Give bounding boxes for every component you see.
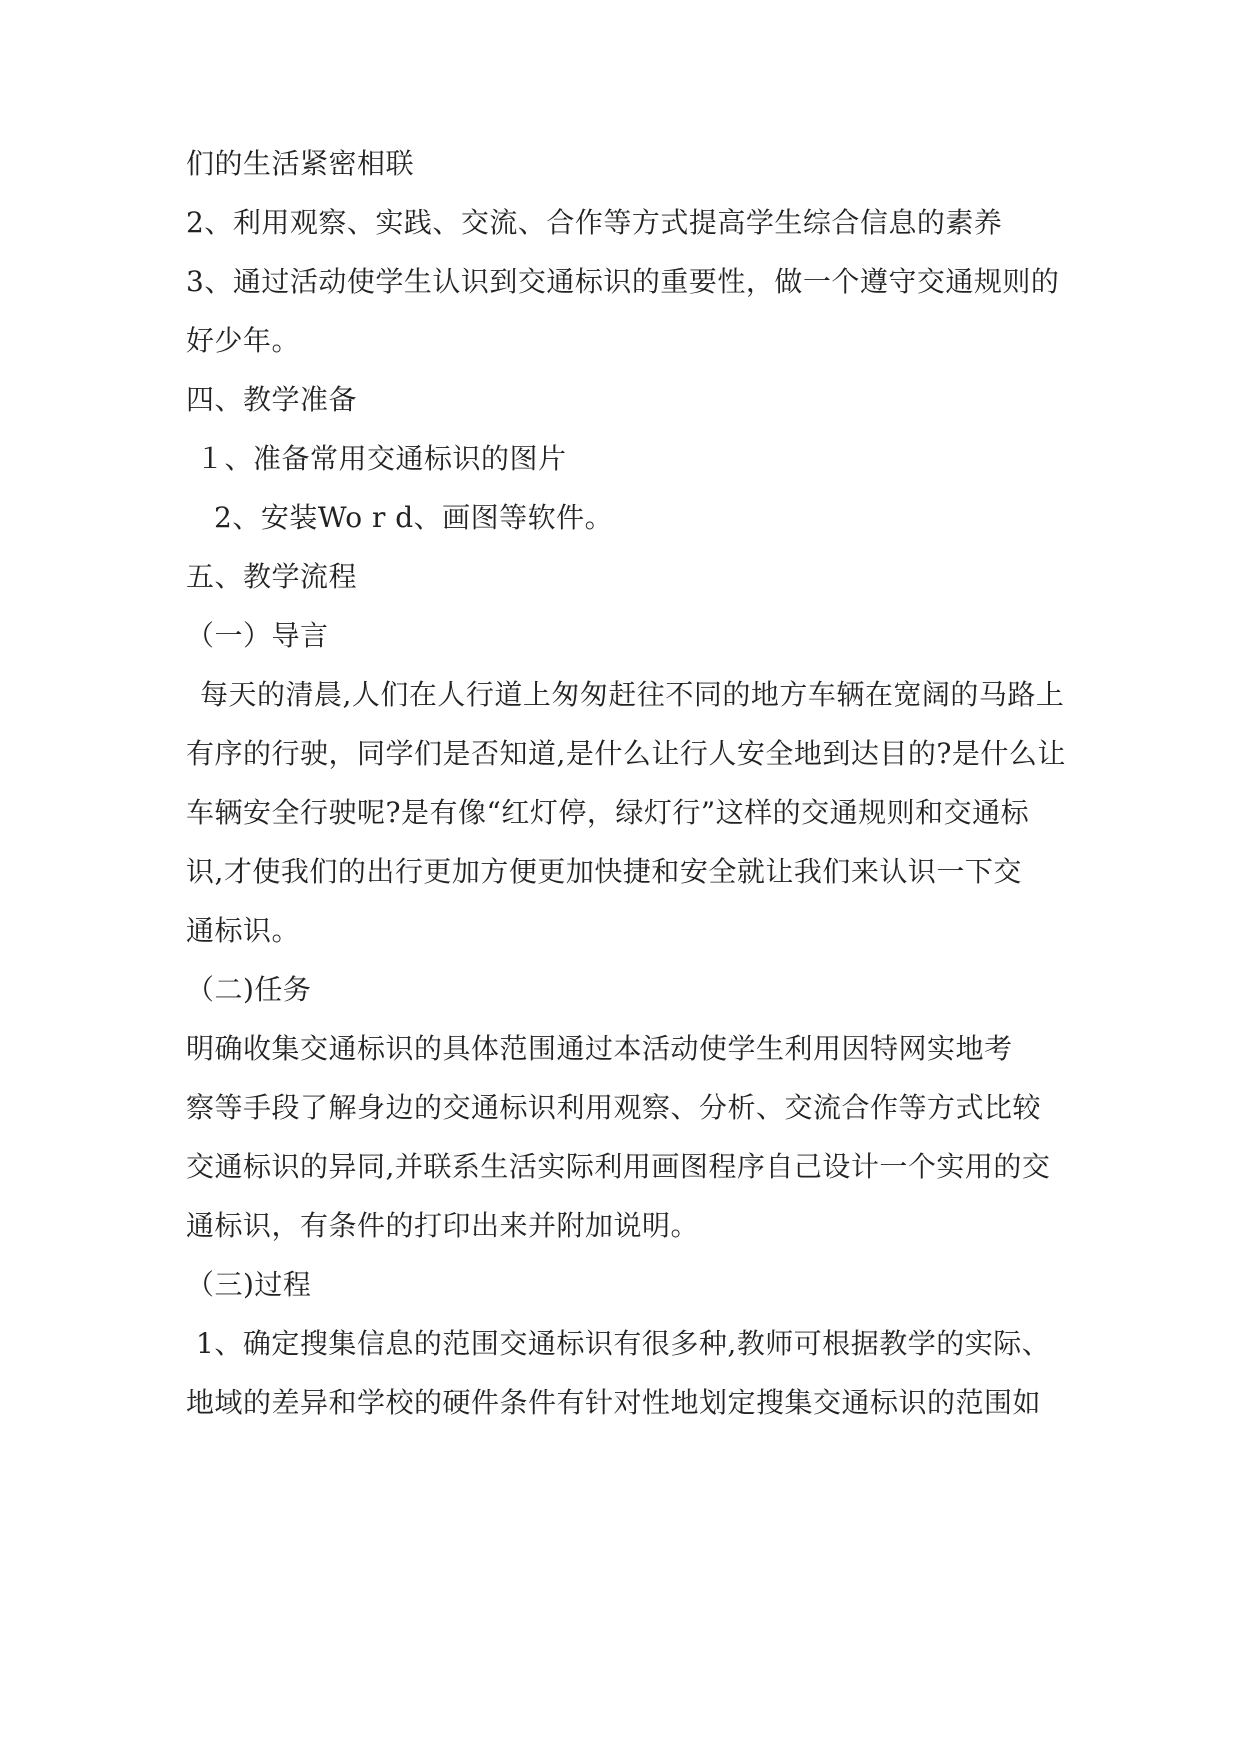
list-item: 1、确定搜集信息的范围交通标识有很多种,教师可根据教学的实际、 xyxy=(196,1327,1051,1360)
text-line: 2、利用观察、实践、交流、合作等方式提高学生综合信息的素养 xyxy=(186,206,1003,239)
text-line: 通标识。 xyxy=(186,914,301,947)
list-item: １、准备常用交通标识的图片 xyxy=(196,442,567,475)
text-line: 3、通过活动使学生认识到交通标识的重要性，做一个遵守交通规则的 xyxy=(186,265,1060,298)
text-line: 好少年。 xyxy=(186,324,301,357)
text-line: 交通标识的异同,并联系生活实际利用画图程序自己设计一个实用的交 xyxy=(186,1150,1051,1183)
subsection-heading: （三)过程 xyxy=(186,1268,312,1301)
text-line: 识,才使我们的出行更加方便更加快捷和安全就让我们来认识一下交 xyxy=(186,855,1022,888)
text-line: 通标识，有条件的打印出来并附加说明。 xyxy=(186,1209,700,1242)
subsection-heading: （二)任务 xyxy=(186,973,312,1006)
section-heading: 四、教学准备 xyxy=(186,383,358,416)
text-line: 车辆安全行驶呢?是有像“红灯停，绿灯行”这样的交通规则和交通标 xyxy=(186,796,1030,829)
text-line: 地域的差异和学校的硬件条件有针对性地划定搜集交通标识的范围如 xyxy=(186,1386,1042,1419)
text-line: 们的生活紧密相联 xyxy=(186,147,415,180)
section-heading: 五、教学流程 xyxy=(186,560,358,593)
subsection-heading: （一）导言 xyxy=(186,619,329,652)
text-line: 察等手段了解身边的交通标识利用观察、分析、交流合作等方式比较 xyxy=(186,1091,1042,1124)
list-item: 2、安装Wo r d、画图等软件。 xyxy=(214,501,614,534)
text-line: 每天的清晨,人们在人行道上匆匆赶往不同的地方车辆在宽阔的马路上 xyxy=(200,678,1065,711)
text-line: 明确收集交通标识的具体范围通过本活动使学生利用因特网实地考 xyxy=(186,1032,1013,1065)
text-line: 有序的行驶，同学们是否知道,是什么让行人安全地到达目的?是什么让 xyxy=(186,737,1066,770)
